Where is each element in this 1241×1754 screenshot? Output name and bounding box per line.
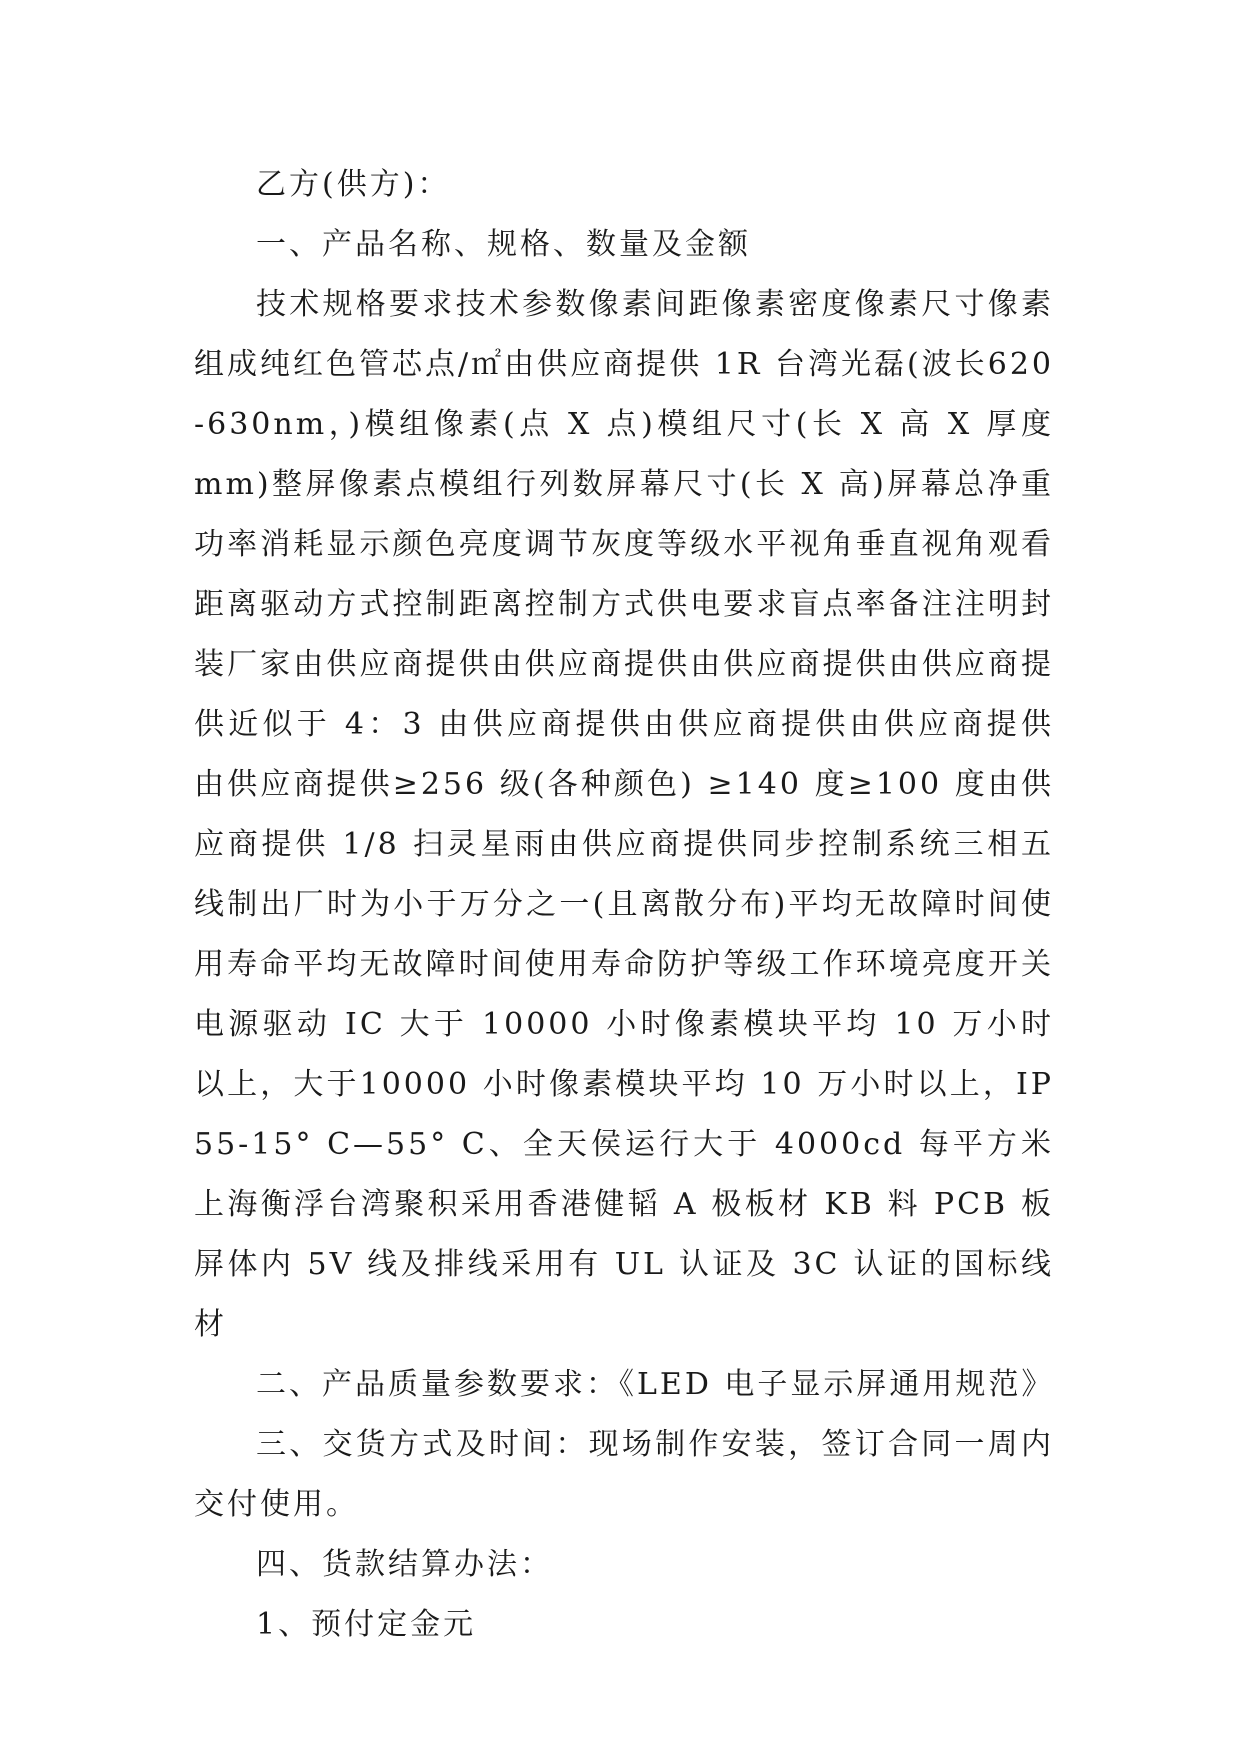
section-2-heading: 二、产品质量参数要求：《LED 电子显示屏通用规范》 [256,1367,1055,1402]
section-3-paragraph: 三、交货方式及时间：现场制作安装，签订合同一周内交付使用。 [194,1427,1054,1522]
section-4-heading: 四、货款结算办法： [256,1547,553,1582]
party-b-line: 乙方(供方)： [256,167,451,202]
section-1-heading: 一、产品名称、规格、数量及金额 [256,227,751,262]
technical-spec-paragraph: 技术规格要求技术参数像素间距像素密度像素尺寸像素组成纯红色管芯点/㎡由供应商提供 1R 台湾光磊(波长620-630nm，)模组像素(点 X 点)模组尺寸(长 X 高 X 厚度 mm)整屏像素点模组行列数屏幕尺寸(长 X 高)屏幕总净重功率消耗显示颜色亮度调节灰度等级水平视角垂直视角观看距离驱动方式控制距离控制方式供电要求盲点率备注注明封装厂家由供应商提供由供应商提供由供应商提供由供应商提供近似于 4：3 由供应商提供由供应商提供由供应商提供由供应商提供≥256 级(各种颜色) ≥140 度≥100 度由供应商提供 1/8 扫灵星雨由供应商提供同步控制系统三相五线制出厂时为小于万分之一(且离散分布)平均无故障时间使用寿命平均无故障时间使用寿命防护等级工作环境亮度开关电源驱动 IC 大于 10000 小时像素模块平均 10 万小时以上，大于10000 小时像素模块平均 10 万小时以上，IP55-15° C—55° C、全天侯运行大于 4000cd 每平方米上海衡浮台湾聚积采用香港健韬 A 极板材 KB 料 PCB 板屏体内 5V 线及排线采用有 UL 认证及 3C 认证的国标线材 [194,287,1054,1342]
document-body [194,155,1054,1655]
item-1-line: 1、预付定金元 [256,1607,477,1642]
